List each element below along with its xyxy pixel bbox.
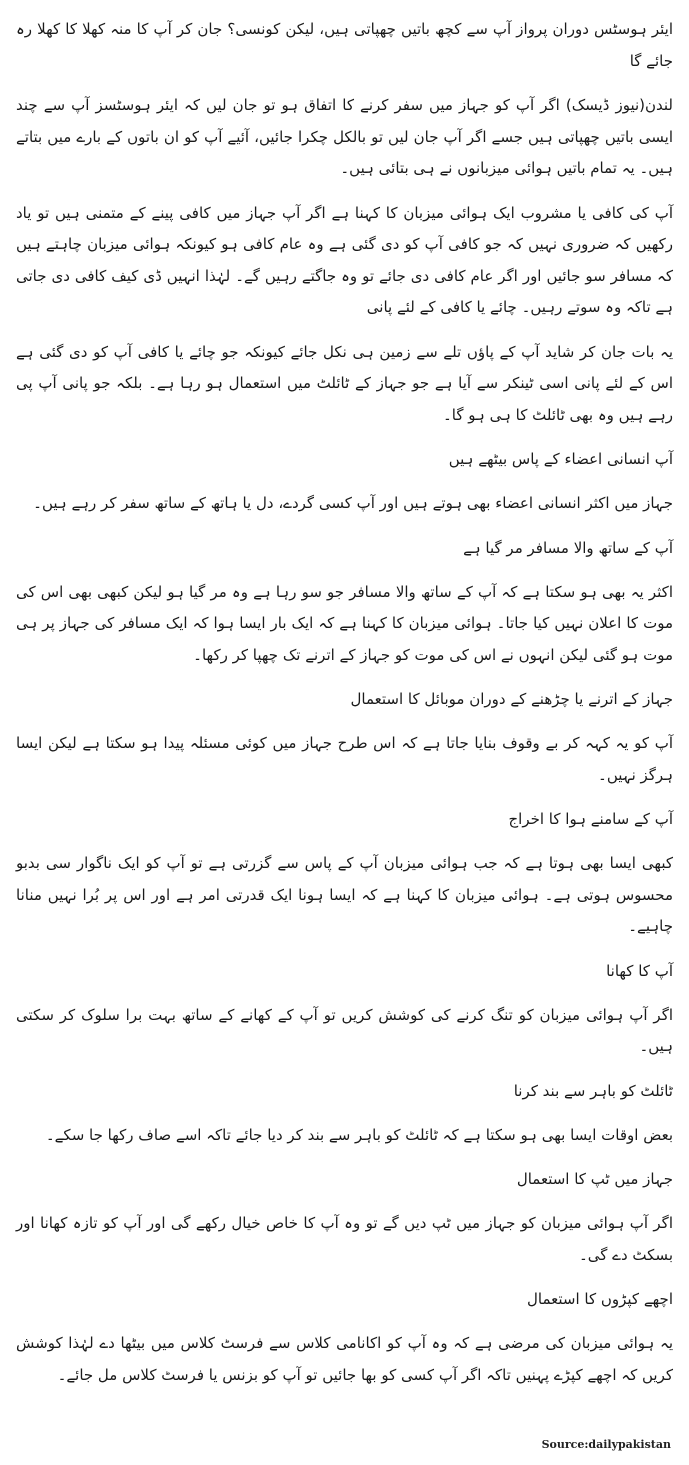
section-heading: اچھے کپڑوں کا استعمال — [526, 1290, 673, 1308]
section-heading: آپ انسانی اعضاء کے پاس بیٹھے ہیں — [448, 450, 673, 468]
paragraph: یہ بات جان کر شاید آپ کے پاﺅں تلے سے زمین ہی نکل جائے کیونکہ جو چائے یا کافی آپ کو دی گئی ہے اس کے لئے پانی اسی ٹینکر سے آیا ہے جو جہاز کے ٹائلٹ میں استعمال ہو رہا ہے۔ بلکہ جو پانی آپ پی رہے ہیں وہ بھی ٹائلٹ کا ہی ہو گا۔ — [16, 342, 673, 424]
paragraph: آپ کی کافی یا مشروب ایک ہوائی میزبان کا کہنا ہے اگر آپ جہاز میں کافی پینے کے متمنی ہیں تو یاد رکھیں کہ ضروری نہیں کہ جو کافی آپ کو دی گئی ہے وہ عام کافی ہو کیونکہ ہوائی میزبان چاہتے ہیں کہ مسافر سو جائیں اور اگر عام کافی دی جائے تو وہ جاگتے رہیں گے۔ لہٰذا انہیں ڈی کیف کافی دی جاتی ہے تاکہ وہ سوتے رہیں۔ چائے یا کافی کے لئے پانی — [16, 203, 673, 316]
section-heading: آپ کے ساتھ والا مسافر مر گیا ہے — [463, 538, 673, 557]
section-heading: جہاز کے اترنے یا چڑھنے کے دوران موبائل کا استعمال — [350, 690, 673, 708]
paragraph: جہاز میں اکثر انسانی اعضاء بھی ہوتے ہیں اور آپ کسی گردے، دل یا ہاتھ کے ساتھ سفر کر رہے ہیں۔ — [33, 494, 673, 512]
paragraph: اگر آپ ہوائی میزبان کو تنگ کرنے کی کوشش کریں تو آپ کے کھانے کے ساتھ بہت برا سلوک کر سکتی ہیں۔ — [16, 1005, 673, 1055]
section-heading: آپ کے سامنے ہوا کا اخراج — [508, 810, 673, 828]
section-heading: جہاز میں ٹپ کا استعمال — [516, 1170, 673, 1188]
paragraph: کبھی ایسا بھی ہوتا ہے کہ جب ہوائی میزبان آپ کے پاس سے گزرتی ہے تو آپ کو ایک ناگوار سی بدبو محسوس ہوتی ہے۔ ہوائی میزبان کا کہنا ہے کہ ایسا ہونا ایک قدرتی امر ہے اور اس پر بُرا نہیں منانا چاہیے۔ — [16, 854, 673, 935]
headline: ایئر ہوسٹس دوران پرواز آپ سے کچھ باتیں چھپاتی ہیں، لیکن کونسی؟ جان کر آپ کا منہ کھلا کا کھلا رہ جائے گا — [16, 20, 673, 70]
source-credit: Source:dailypakistan — [541, 1438, 671, 1451]
section-heading: ٹائلٹ کو باہر سے بند کرنا — [513, 1081, 673, 1100]
paragraph: بعض اوقات ایسا بھی ہو سکتا ہے کہ ٹائلٹ کو باہر سے بند کر دیا جائے تاکہ اسے صاف رکھا جا سکے۔ — [45, 1125, 673, 1144]
paragraph: اکثر یہ بھی ہو سکتا ہے کہ آپ کے ساتھ والا مسافر جو سو رہا ہے وہ مر گیا ہو لیکن کبھی بھی اس کی موت کا اعلان نہیں کیا جاتا۔ ہوائی میزبان کا کہنا ہے کہ ایک بار ایسا ہوا کہ ایک مسافر کی جہاز پر ہی موت ہو گئی لیکن انہوں نے اس کی موت کو جہاز کے اترنے تک چھپا کر رکھا۔ — [16, 582, 673, 664]
paragraph: آپ کو یہ کہہ کر بے وقوف بنایا جاتا ہے کہ اس طرح جہاز میں کوئی مسئلہ پیدا ہو سکتا ہے لیکن ایسا ہرگز نہیں۔ — [16, 734, 673, 784]
article-body — [14, 14, 675, 1404]
paragraph: یہ ہوائی میزبان کی مرضی ہے کہ وہ آپ کو اکانامی کلاس سے فرسٹ کلاس میں بیٹھا دے لہٰذا کوشش کریں کہ اچھے کپڑے پہنیں تاکہ اگر آپ کسی کو بھا جائیں تو آپ کو بزنس یا فرسٹ کلاس مل جائے۔ — [16, 1334, 673, 1384]
paragraph: اگر آپ ہوائی میزبان کو جہاز میں ٹپ دیں گے تو وہ آپ کا خاص خیال رکھے گی اور آپ کو تازہ کھانا اور بسکٹ دے گی۔ — [16, 1214, 673, 1264]
section-heading: آپ کا کھانا — [606, 961, 673, 980]
paragraph: لندن(نیوز ڈیسک) اگر آپ کو جہاز میں سفر کرنے کا اتفاق ہو تو جان لیں کہ ایئر ہوسٹسز آپ سے چند ایسی باتیں چھپاتی ہیں جسے اگر آپ جان لیں تو بالکل چکرا جائیں، آئیے آپ کو ان باتوں کے بارے میں بتاتے ہیں۔ یہ تمام باتیں ہوائی میزبانوں نے ہی بتائی ہیں۔ — [16, 96, 673, 177]
